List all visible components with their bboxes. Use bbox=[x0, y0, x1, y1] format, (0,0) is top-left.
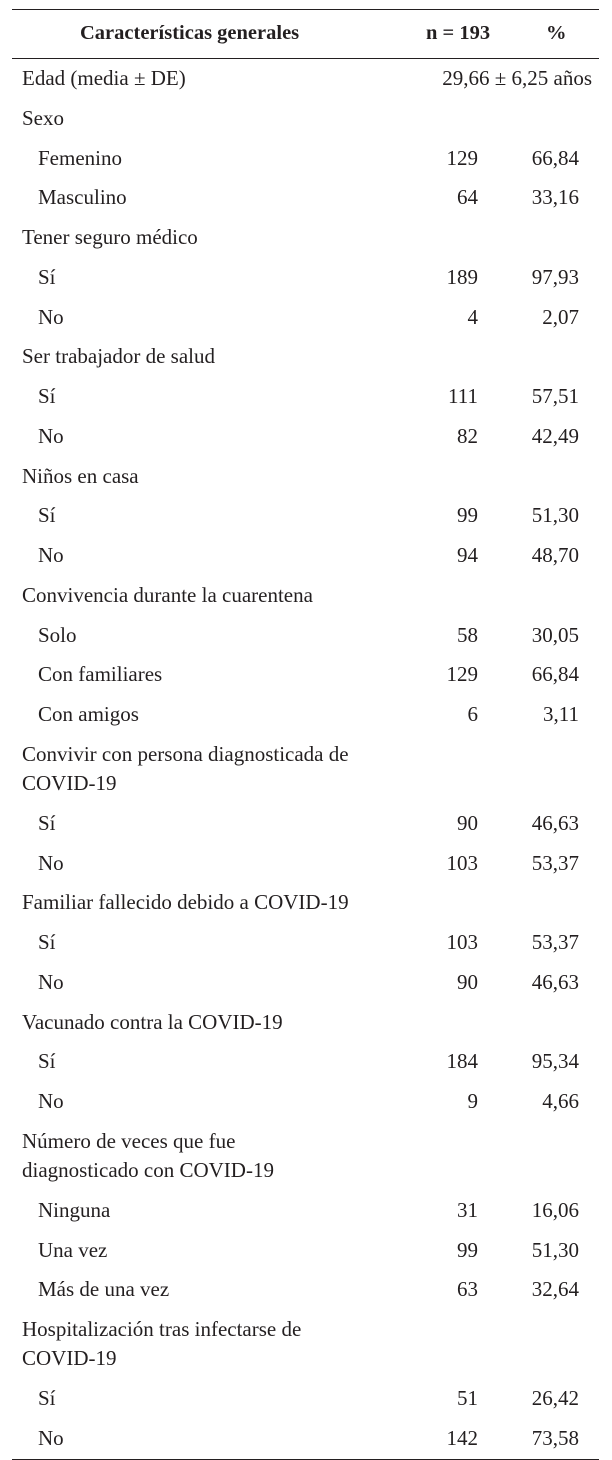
row-label: No bbox=[38, 304, 64, 329]
table-row bbox=[12, 59, 599, 99]
row-label: Femenino bbox=[38, 145, 122, 170]
table-row bbox=[12, 1270, 599, 1310]
table-row bbox=[12, 616, 599, 656]
row-label-line1: Número de veces que fue bbox=[22, 1128, 236, 1153]
row-n: 58 bbox=[457, 622, 478, 647]
row-label: Con familiares bbox=[38, 662, 163, 687]
table-row bbox=[12, 139, 599, 179]
row-percent: 30,05 bbox=[531, 622, 579, 647]
row-label: Sí bbox=[38, 264, 56, 289]
row-n: 142 bbox=[446, 1425, 478, 1450]
row-value: 29,66 ± 6,25 años bbox=[442, 66, 592, 90]
row-percent: 2,07 bbox=[542, 304, 579, 329]
row-label: Sí bbox=[38, 503, 56, 528]
header-n: n = 193 bbox=[426, 22, 491, 44]
table-row bbox=[12, 298, 599, 338]
table-row bbox=[12, 1419, 599, 1459]
table-row bbox=[12, 844, 599, 884]
row-n: 111 bbox=[448, 384, 478, 408]
table-row bbox=[12, 1310, 599, 1379]
table-row bbox=[12, 496, 599, 536]
table-row bbox=[12, 377, 599, 417]
table-row bbox=[12, 457, 599, 497]
row-label: Ser trabajador de salud bbox=[22, 344, 216, 369]
row-percent: 26,42 bbox=[531, 1386, 579, 1410]
row-label: Niños en casa bbox=[22, 463, 139, 488]
row-label: No bbox=[38, 1425, 64, 1450]
row-label: No bbox=[38, 1089, 64, 1113]
table-header bbox=[12, 10, 599, 58]
row-label: Con amigos bbox=[38, 702, 139, 726]
row-label: Vacunado contra la COVID-19 bbox=[22, 1009, 283, 1034]
table-row bbox=[12, 1042, 599, 1082]
table-row bbox=[12, 218, 599, 258]
table-row bbox=[12, 655, 599, 695]
row-n: 6 bbox=[467, 702, 478, 726]
table-row bbox=[12, 883, 599, 923]
row-n: 90 bbox=[457, 969, 478, 994]
row-percent: 16,06 bbox=[531, 1197, 579, 1222]
row-n: 94 bbox=[457, 543, 478, 567]
table-body bbox=[12, 59, 599, 1459]
row-percent: 53,37 bbox=[531, 850, 579, 875]
row-percent: 48,70 bbox=[531, 543, 579, 567]
row-n: 189 bbox=[446, 264, 478, 289]
row-percent: 3,11 bbox=[543, 702, 579, 726]
table-row bbox=[12, 536, 599, 576]
row-percent: 51,30 bbox=[531, 1237, 579, 1262]
row-label-line2: COVID-19 bbox=[22, 1346, 117, 1370]
row-n: 103 bbox=[446, 930, 478, 954]
row-n: 82 bbox=[457, 423, 478, 448]
row-label: Sí bbox=[38, 384, 56, 408]
row-label: Edad (media ± DE) bbox=[22, 66, 186, 90]
table-row bbox=[12, 99, 599, 139]
row-label: No bbox=[38, 969, 64, 994]
row-label: Sí bbox=[38, 930, 56, 954]
row-percent: 66,84 bbox=[531, 662, 579, 687]
table-row bbox=[12, 178, 599, 218]
row-n: 31 bbox=[457, 1197, 478, 1222]
row-n: 184 bbox=[446, 1049, 478, 1074]
table-row bbox=[12, 735, 599, 804]
row-percent: 46,63 bbox=[531, 969, 579, 994]
row-label: Convivencia durante la cuarentena bbox=[22, 582, 313, 607]
row-percent: 32,64 bbox=[531, 1277, 579, 1302]
row-label: No bbox=[38, 543, 64, 567]
row-percent: 97,93 bbox=[531, 264, 579, 289]
row-percent: 51,30 bbox=[531, 503, 579, 528]
header-percent: % bbox=[546, 22, 567, 44]
table-row bbox=[12, 695, 599, 735]
row-n: 99 bbox=[457, 503, 478, 528]
row-label bbox=[22, 1127, 274, 1185]
table-row bbox=[12, 1379, 599, 1419]
row-n: 90 bbox=[457, 810, 478, 835]
row-label: Una vez bbox=[38, 1237, 108, 1262]
row-label: Sí bbox=[38, 810, 56, 835]
row-label-line1: Hospitalización tras infectarse de bbox=[22, 1317, 302, 1341]
row-n: 51 bbox=[457, 1386, 478, 1410]
row-percent: 73,58 bbox=[531, 1425, 579, 1450]
table-row bbox=[12, 1003, 599, 1043]
header-characteristics: Características generales bbox=[80, 22, 300, 44]
row-label-line1: Convivir con persona diagnosticada de bbox=[22, 741, 349, 766]
table-row bbox=[12, 576, 599, 616]
table-row bbox=[12, 923, 599, 963]
row-percent: 95,34 bbox=[531, 1049, 579, 1074]
row-n: 4 bbox=[467, 304, 478, 329]
row-n: 99 bbox=[457, 1237, 478, 1262]
row-percent: 33,16 bbox=[531, 185, 579, 210]
row-label: Sí bbox=[38, 1049, 56, 1074]
row-label-line2: diagnosticado con COVID-19 bbox=[22, 1157, 274, 1182]
row-percent: 46,63 bbox=[531, 810, 579, 835]
row-label bbox=[22, 740, 349, 798]
row-n: 9 bbox=[467, 1089, 478, 1113]
row-label-line2: COVID-19 bbox=[22, 770, 117, 795]
row-percent: 4,66 bbox=[542, 1089, 579, 1113]
row-n: 129 bbox=[446, 145, 478, 170]
row-label: Solo bbox=[38, 622, 77, 647]
row-percent: 42,49 bbox=[531, 423, 579, 448]
row-label: No bbox=[38, 850, 64, 875]
row-label bbox=[22, 1315, 301, 1373]
row-percent: 57,51 bbox=[531, 384, 579, 408]
row-percent: 53,37 bbox=[531, 930, 579, 954]
table-row bbox=[12, 337, 599, 377]
table-row bbox=[12, 1082, 599, 1122]
row-label: Sexo bbox=[22, 105, 64, 130]
table-row bbox=[12, 1231, 599, 1271]
table-row bbox=[12, 258, 599, 298]
row-n: 129 bbox=[446, 662, 478, 687]
table-row bbox=[12, 1122, 599, 1191]
row-label: No bbox=[38, 423, 64, 448]
row-n: 64 bbox=[457, 185, 478, 210]
table-row bbox=[12, 417, 599, 457]
row-label: Más de una vez bbox=[38, 1277, 170, 1302]
characteristics-table bbox=[12, 9, 599, 1460]
row-label: Ninguna bbox=[38, 1197, 111, 1222]
row-label: Tener seguro médico bbox=[22, 225, 198, 249]
table-row bbox=[12, 963, 599, 1003]
table-row bbox=[12, 1191, 599, 1231]
table-row bbox=[12, 804, 599, 844]
row-n: 103 bbox=[446, 850, 478, 875]
row-label: Familiar fallecido debido a COVID-19 bbox=[22, 890, 349, 915]
row-label: Sí bbox=[38, 1386, 56, 1410]
row-percent: 66,84 bbox=[531, 145, 579, 170]
row-n: 63 bbox=[457, 1277, 478, 1302]
row-label: Masculino bbox=[38, 185, 127, 210]
